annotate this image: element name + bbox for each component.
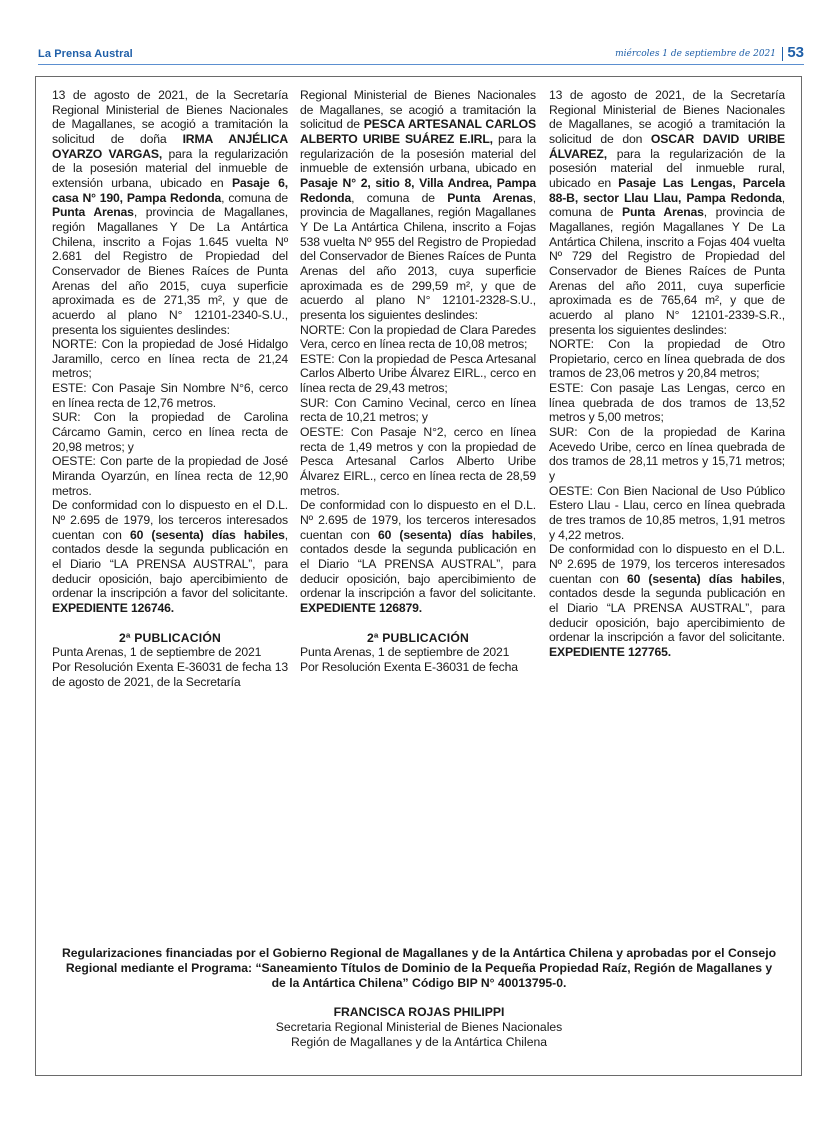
masthead-rule <box>38 64 804 65</box>
notice-column-1 <box>52 88 288 689</box>
funding-statement: Regularizaciones financiadas por el Gobierno Regional de Magallanes y de la Antártica Chilena y aprobadas por el Consejo Regional mediante el Programa: “Saneamiento Títulos de Dominio de la Pequeña Propiedad Raíz, Región de Magallanes y de la Antártica Chilena” Código BIP N° 40013795-0. <box>61 946 777 990</box>
expediente: EXPEDIENTE 126879. <box>300 600 422 615</box>
conformity-paragraph: De conformidad con lo dispuesto en el D.L. Nº 2.695 de 1979, los terceros interesados cuentan con 60 (sesenta) días habiles, contados desde la segunda publicación en el Diario “LA PRENSA AUSTRAL”, para deducir oposición, bajo apercibimiento de ordenar la inscripción a favor del solicitante. EXPEDIENTE 126746. <box>52 498 288 615</box>
signer-title: Secretaria Regional Ministerial de Bienes Nacionales <box>275 1020 563 1034</box>
signer-name: FRANCISCA ROJAS PHILIPPI <box>333 1005 505 1019</box>
header-divider <box>782 47 783 61</box>
boundary-east: ESTE: Con Pasaje Sin Nombre N°6, cerco en línea recta de 12,76 metros. <box>52 381 288 410</box>
resolution-line: Por Resolución Exenta E-36031 de fecha 13 de agosto de 2021, de la Secretaría <box>52 659 288 689</box>
property-address: Pasaje Las Lengas, Parcela 88-B, sector Llau Llau, Pampa Redonda <box>549 175 786 205</box>
boundary-north: NORTE: Con la propiedad de José Hidalgo Jaramillo, cerco en línea recta de 21,24 metros; <box>52 337 288 381</box>
page-number: 53 <box>787 44 804 61</box>
boundary-east: ESTE: Con la propiedad de Pesca Artesanal Carlos Alberto Uribe Álvarez EIRL., cerco en línea recta de 29,43 metros; <box>300 351 536 396</box>
masthead <box>38 46 804 64</box>
conformity-paragraph: De conformidad con lo dispuesto en el D.L. Nº 2.695 de 1979, los terceros interesados cuentan con 60 (sesenta) días habiles, contados desde la segunda publicación en el Diario “LA PRENSA AUSTRAL”, para deducir oposición, bajo apercibimiento de ordenar la inscripción a favor del solicitante. EXPEDIENTE 126879. <box>300 498 536 615</box>
applicant-name: OSCAR DAVID URIBE ÁLVAREZ, <box>549 131 786 161</box>
deadline-days: 60 (sesenta) días habiles <box>377 527 533 542</box>
notice-column-2 <box>300 88 536 675</box>
deadline-days: 60 (sesenta) días habiles <box>129 527 285 542</box>
boundary-east: ESTE: Con pasaje Las Lengas, cerco en línea quebrada de dos tramos de 13,52 metros y 5,00 metros; <box>549 381 785 425</box>
signer-region: Región de Magallanes y de la Antártica Chilena <box>290 1035 548 1049</box>
boundary-north: NORTE: Con la propiedad de Clara Paredes Vera, cerco en línea recta de 10,08 metros; <box>300 322 536 352</box>
conformity-paragraph: De conformidad con lo dispuesto en el D.L. Nº 2.695 de 1979, los terceros interesados cuentan con 60 (sesenta) días habiles, contados desde la segunda publicación en el Diario “LA PRENSA AUSTRAL”, para deducir oposición, bajo apercibimiento de ordenar la inscripción a favor del solicitante. EXPEDIENTE 127765. <box>549 542 785 659</box>
boundary-south: SUR: Con Camino Vecinal, cerco en línea recta de 10,21 metros; y <box>300 395 536 425</box>
notice-footer <box>58 946 780 1050</box>
comuna: Punta Arenas <box>52 205 134 220</box>
applicant-name: PESCA ARTESANAL CARLOS ALBERTO URIBE SUÁREZ E.IRL, <box>300 117 536 146</box>
notice-column-3 <box>549 88 785 660</box>
boundary-south: SUR: Con de la propiedad de Karina Acevedo Uribe, cerco en línea quebrada de dos tramos de 28,11 metros y 15,71 metros; y <box>549 425 785 484</box>
property-address: Pasaje 6, casa N° 190, Pampa Redonda <box>52 175 289 205</box>
publication-date-line: Punta Arenas, 1 de septiembre de 2021 <box>300 645 510 660</box>
expediente: EXPEDIENTE 127765. <box>549 644 671 659</box>
notice-paragraph: 13 de agosto de 2021, de la Secretaría Regional Ministerial de Bienes Nacionales de Magallanes, se acogió a tramitación la solicitud de don OSCAR DAVID URIBE ÁLVAREZ, para la regularización de la posesión material del inmueble rural, ubicado en Pasaje Las Lengas, Parcela 88-B, sector Llau Llau, Pampa Redonda, comuna de Punta Arenas, provincia de Magallanes, región Magallanes Y De La Antártica Chilena, inscrito a Fojas 404 vuelta Nº 729 del Registro de Propiedad del Conservador de Bienes Raíces de Punta Arenas del año 2011, cuya superficie aproximada es de 765,64 m², y que de acuerdo al plano N° 12101-2339-S.R., presenta los siguientes deslindes: <box>549 88 786 337</box>
property-address: Pasaje N° 2, sitio 8, Villa Andrea, Pampa Redonda <box>300 175 536 205</box>
notice-paragraph: 13 de agosto de 2021, de la Secretaría Regional Ministerial de Bienes Nacionales de Magallanes, se acogió a tramitación la solicitud de doña IRMA ANJÉLICA OYARZO VARGAS, para la regularización de la posesión material del inmueble de extensión urbana, ubicado en Pasaje 6, casa N° 190, Pampa Redonda, comuna de Punta Arenas, provincia de Magallanes, región Magallanes Y De La Antártica Chilena, inscrito a Fojas 1.645 vuelta Nº 2.681 del Registro de Propiedad del Conservador de Bienes Raíces de Punta Arenas del año 2015, cuya superficie aproximada es de 271,35 m², y que de acuerdo al plano N° 12101-2340-S.U., presenta los siguientes deslindes: <box>52 88 289 337</box>
boundary-west: OESTE: Con Pasaje N°2, cerco en línea recta de 1,49 metros y con la propiedad de Pesca Artesanal Carlos Alberto Uribe Álvarez EIRL., cerco en línea recta de 28,59 metros. <box>300 425 536 498</box>
comuna: Punta Arenas <box>622 205 704 220</box>
applicant-name: IRMA ANJÉLICA OYARZO VARGAS, <box>52 131 288 161</box>
boundary-west: OESTE: Con parte de la propiedad de José Miranda Oyarzún, en línea recta de 12,90 metros. <box>52 454 288 498</box>
comuna: Punta Arenas <box>447 190 533 205</box>
deadline-days: 60 (sesenta) días habiles <box>626 571 782 586</box>
publication-heading: 2ª PUBLICACIÓN <box>118 630 222 645</box>
boundary-north: NORTE: Con la propiedad de Otro Propietario, cerco en línea quebrada de dos tramos de 23,06 metros y 20,84 metros; <box>549 337 785 381</box>
notice-paragraph: Regional Ministerial de Bienes Nacionales de Magallanes, se acogió a tramitación la solicitud de PESCA ARTESANAL CARLOS ALBERTO URIBE SUÁREZ E.IRL, para la regularización de la posesión material del inmueble de extensión urbana, ubicado en Pasaje N° 2, sitio 8, Villa Andrea, Pampa Redonda, comuna de Punta Arenas, provincia de Magallanes, región Magallanes Y De La Antártica Chilena, inscrito a Fojas 538 vuelta Nº 955 del Registro de Propiedad del Conservador de Bienes Raíces de Punta Arenas del año 2013, cuya superficie aproximada es de 299,59 m², y que de acuerdo al plano N° 12101-2328-S.U., presenta los siguientes deslindes: <box>300 88 537 322</box>
boundary-west: OESTE: Con Bien Nacional de Uso Público Estero Llau - Llau, cerco en línea quebrada de tres tramos de 10,85 metros, 1,91 metros y 4,22 metros. <box>549 483 785 542</box>
expediente: EXPEDIENTE 126746. <box>52 600 174 615</box>
newspaper-name: La Prensa Austral <box>38 48 133 60</box>
page-date: miércoles 1 de septiembre de 2021 <box>615 49 776 59</box>
publication-heading: 2ª PUBLICACIÓN <box>366 630 470 645</box>
boundary-south: SUR: Con la propiedad de Carolina Cárcamo Gamin, cerco en línea recta de 20,98 metros; y <box>52 410 288 454</box>
publication-date-line: Punta Arenas, 1 de septiembre de 2021 <box>52 645 262 660</box>
resolution-line: Por Resolución Exenta E-36031 de fecha <box>300 659 518 674</box>
